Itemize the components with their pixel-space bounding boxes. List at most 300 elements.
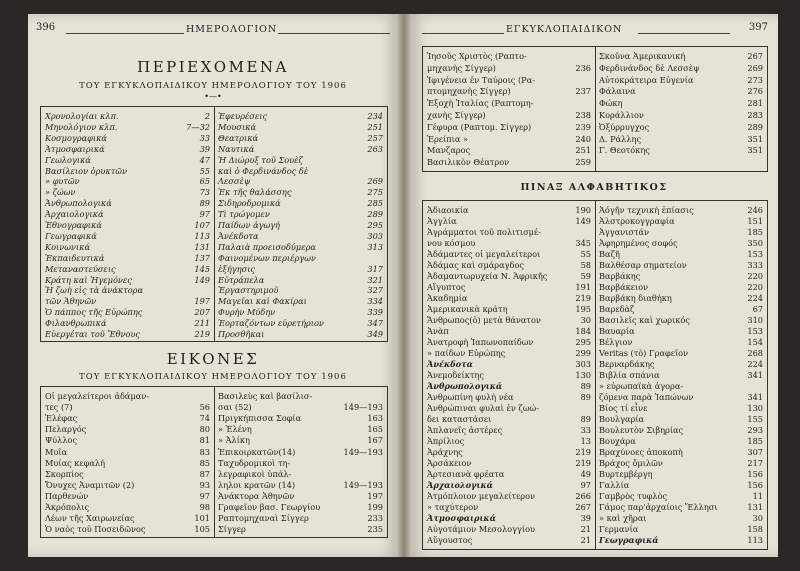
- page-ref: 155: [747, 414, 763, 424]
- table-row: [427, 337, 591, 348]
- page-ref: 97: [580, 480, 591, 490]
- entry-title: Φώκη: [599, 98, 623, 109]
- entry-title: Ἀρχαιολογικά: [45, 209, 104, 220]
- page-ref: 59: [580, 271, 591, 281]
- entry-title: Ἀρχαιολογικά: [427, 480, 493, 490]
- table-row: [45, 491, 210, 502]
- page-ref: 281: [747, 98, 763, 109]
- table-row: [599, 293, 763, 304]
- table-row: [427, 414, 591, 425]
- entry-title: Μηνολόγιον κλπ.: [45, 121, 118, 132]
- table-row: [599, 134, 763, 145]
- page-number: 397: [748, 22, 768, 33]
- table-row: [45, 275, 210, 286]
- entry-title: Κοινωνικά: [45, 241, 90, 252]
- page-ref: 345: [575, 238, 591, 248]
- entry-title: Βερναρδάκης: [599, 359, 655, 369]
- page-ref: 321: [367, 274, 383, 285]
- page-ref: 246: [747, 205, 763, 215]
- table-row: [427, 359, 591, 370]
- page-ref: 317: [367, 263, 383, 274]
- page-ref: 197: [194, 296, 210, 307]
- page-ref: 303: [367, 230, 383, 241]
- table-row: [427, 524, 591, 535]
- entry-title: Παίδων ἀγωγή: [218, 220, 280, 230]
- table-row: [427, 51, 591, 62]
- table-row: [599, 480, 763, 491]
- entry-title: Ἀδαμαντωρυχεία Ν. Ἀφρικῆς: [427, 271, 548, 281]
- table-row: [427, 348, 591, 359]
- table-row: [218, 447, 383, 458]
- page-ref: 131: [747, 502, 763, 512]
- page-ref: 234: [367, 111, 383, 121]
- table-row: [218, 166, 383, 177]
- entry-title: Βυρτεμβέργη: [599, 469, 653, 479]
- page-ref: 80: [199, 424, 210, 435]
- entry-title: Βασίλειον ὀρυκτῶν: [45, 165, 127, 176]
- entry-title: Μουσικά: [218, 121, 256, 132]
- table-row: [45, 458, 210, 469]
- page-ref: 158: [747, 524, 763, 534]
- entry-title: Ἀκαδημία: [427, 293, 468, 303]
- page-ref: 105: [194, 524, 210, 535]
- page-ref: 239: [575, 121, 591, 132]
- table-row: [45, 513, 210, 524]
- entry-title: Μεταναστεύσεις: [45, 263, 116, 274]
- table-row: [218, 264, 383, 275]
- entry-title: Βαρβάκης: [599, 271, 641, 281]
- page-ref: 89: [580, 414, 591, 424]
- table-row: [427, 535, 591, 546]
- entry-title: Αὐγοτάμιον Μεσολογγίου: [427, 524, 535, 534]
- page-ref: 73: [199, 187, 210, 198]
- page-ref: 101: [194, 513, 210, 524]
- entry-title: Ὄνυχες Ἀναμιτῶν (2): [45, 479, 135, 490]
- entry-title: πτομηχανὴς Σίγγερ): [427, 86, 511, 97]
- images-subtitle: ΤΟΥ ΕΓΚΥΚΛΟΠΑΙΔΙΚΟΥ ΗΜΕΡΟΛΟΓΙΟΥ ΤΟΥ 1906: [79, 372, 347, 382]
- entry-title: Σκοῦνα Ἀμερικανική: [599, 51, 686, 61]
- table-row: [45, 166, 210, 177]
- page-ref: 224: [747, 293, 763, 303]
- table-row: [599, 381, 763, 392]
- entry-title: Ἀκρόπολις: [45, 502, 90, 512]
- page-ref: 327: [367, 285, 383, 296]
- table-row: [599, 51, 763, 62]
- entry-title: Ἀδάμαντες οἱ μεγαλείτεροι: [427, 249, 541, 259]
- page-ref: 93: [199, 479, 210, 490]
- entry-title: Βραχύνοες ἀποκοπὴ: [599, 447, 683, 457]
- table-row: [218, 111, 383, 122]
- table-row: [45, 318, 210, 329]
- page-ref: 266: [575, 491, 591, 501]
- page-ref: 240: [575, 133, 591, 144]
- page-ref: 267: [747, 51, 763, 61]
- table-row: [427, 63, 591, 74]
- table-row: [427, 425, 591, 436]
- entry-title: Ἀνθρωπίνη φυλὴ νέα: [427, 392, 514, 402]
- entry-title: τες (7): [45, 402, 73, 413]
- entry-title: Σκορπίος: [45, 468, 84, 479]
- left-page: [28, 14, 398, 557]
- entry-title: Θεατρικά: [218, 132, 259, 143]
- entry-title: Βαρβάκη διαθήκη: [599, 293, 672, 303]
- entry-title: Γ. Θεοτόκης: [599, 145, 650, 156]
- contents-column-1: [41, 107, 214, 341]
- table-row: [45, 424, 210, 435]
- table-row: [218, 502, 383, 513]
- entry-title: Ἀνέκδοτα: [427, 359, 473, 369]
- entry-title: Ἀνατροφὴ Ἰαπωνοπαίδων: [427, 337, 534, 347]
- entry-title: Γέφυρα (Ραπτομ. Σίγγερ): [427, 121, 532, 132]
- entry-title: Ἀλστροκογγραφία: [599, 216, 675, 226]
- table-row: [427, 205, 591, 216]
- page-ref: 67: [752, 304, 763, 314]
- page-ref: 33: [199, 132, 210, 143]
- entry-title: Πριγκήπισσα Σοφία: [218, 413, 302, 424]
- entry-title: Μυίας κεφαλή: [45, 457, 106, 468]
- entry-title: Ἀνθρωπολογικά: [45, 198, 112, 209]
- entry-title: Ἀγγανιστάν: [599, 227, 650, 237]
- page-ref: 310: [747, 315, 763, 325]
- page-ref: 263: [367, 143, 383, 154]
- entry-title: Βέλγιον: [599, 337, 633, 347]
- entry-title: » καὶ χῆραι: [599, 513, 647, 523]
- entry-title: Μυῖα: [45, 446, 68, 457]
- entry-title: Βασιλεῖς καὶ χωρικός: [599, 315, 690, 325]
- header-rule: [422, 33, 504, 34]
- entry-title: » φυτῶν: [45, 176, 80, 187]
- table-row: [218, 187, 383, 198]
- page-ref: 153: [747, 326, 763, 336]
- table-row: [45, 133, 210, 144]
- page-ref: 339: [367, 307, 383, 318]
- entry-title: Ἄνθρωπος(ὁ) μετὰ θάνατον: [427, 315, 541, 325]
- table-row: [218, 318, 383, 329]
- table-row: [218, 231, 383, 242]
- page-ref: 113: [194, 230, 210, 241]
- page-ref: 347: [367, 318, 383, 329]
- page-ref: 55: [580, 249, 591, 259]
- table-row: [427, 469, 591, 480]
- entry-title: Γεωλογικά: [45, 154, 91, 165]
- table-row: [599, 447, 763, 458]
- page-ref: 11: [752, 491, 763, 501]
- entry-title: Φερδινάνδος δὲ Λεσσὲψ: [599, 62, 700, 73]
- entry-title: Ἀνάκτορα Ἀθηνῶν: [218, 490, 295, 501]
- page-ref: 89: [580, 392, 591, 402]
- header-rule: [278, 33, 390, 34]
- table-row: [45, 480, 210, 491]
- table-row: [599, 535, 763, 546]
- entry-title: Σιδηροδρομικά: [218, 198, 281, 209]
- table-row: [218, 155, 383, 166]
- page-ref: 199: [367, 502, 383, 512]
- table-row: [45, 264, 210, 275]
- table-row: [45, 198, 210, 209]
- page-ref: 269: [367, 176, 383, 187]
- table-row: [599, 86, 763, 97]
- page-ref: 219: [575, 458, 591, 468]
- entry-title: Βράχος ὄμιλῶν: [599, 458, 663, 468]
- table-row: [427, 157, 591, 168]
- table-row: [45, 285, 210, 296]
- entry-title: ζόμενα παρὰ Ἰαπώνων: [599, 392, 694, 402]
- entry-title: Βαλθέσαρ σηματείον: [599, 260, 687, 270]
- page-ref: 130: [575, 370, 591, 380]
- entry-title: Προσθῆκαι: [218, 329, 265, 339]
- images-title: ΕΙΚΟΝΕΣ: [166, 350, 260, 368]
- table-row: [427, 110, 591, 121]
- entry-title: Χρονολογίαι κλπ.: [45, 111, 119, 121]
- entry-title: Ἐορταζόντων εὐρετήριον: [218, 318, 324, 329]
- table-row: [218, 144, 383, 155]
- entry-title: ἐξήγησις: [218, 263, 255, 274]
- entry-title: Ἐκπαιδευτικά: [45, 252, 105, 263]
- table-row: [427, 134, 591, 145]
- entry-title: Κοράλλιον: [599, 110, 644, 120]
- table-row: [599, 271, 763, 282]
- entry-title: Βαζῆ: [599, 249, 620, 259]
- table-row: [427, 304, 591, 315]
- page-ref: 21: [580, 535, 591, 545]
- table-row: [599, 216, 763, 227]
- table-row: [599, 315, 763, 326]
- entry-title: Ψύλλος: [45, 435, 78, 446]
- page-ref: 58: [580, 260, 591, 270]
- index-title: ΠΙΝΑΞ ΑΛΦΑΒΗΤΙΚΟΣ: [520, 182, 668, 193]
- table-row: [218, 329, 383, 340]
- table-row: [218, 424, 383, 435]
- table-row: [427, 315, 591, 326]
- entry-title: Ἐργαστηριμοῦ: [218, 285, 279, 296]
- table-row: [599, 282, 763, 293]
- entry-title: » ταχύτερον: [427, 502, 479, 512]
- page-ref: 219: [575, 447, 591, 457]
- entry-title: » ζώων: [45, 187, 76, 198]
- table-row: [218, 209, 383, 220]
- table-row: [45, 242, 210, 253]
- index-column-1: [423, 201, 595, 549]
- table-row: [599, 205, 763, 216]
- images-table: [40, 386, 388, 538]
- page-ref: 185: [747, 436, 763, 446]
- page-ref: 299: [575, 348, 591, 358]
- images-column-1: [41, 387, 214, 537]
- page-ref: 151: [747, 216, 763, 226]
- entry-title: δει καταστάσει: [427, 414, 492, 424]
- page-ref: 130: [747, 403, 763, 413]
- entry-title: Γαλλία: [599, 480, 630, 490]
- page-ref: 237: [575, 86, 591, 97]
- entry-title: Γεωγραφικά: [599, 535, 659, 545]
- page-ref: 56: [199, 402, 210, 413]
- table-row: [45, 253, 210, 264]
- entry-title: » παίδων Εὐρώπης: [427, 348, 506, 358]
- entry-title: Ἐκ τῆς θαλάσσης: [218, 187, 292, 198]
- table-row: [45, 209, 210, 220]
- entry-title: Εὐτράπελα: [218, 274, 265, 285]
- table-row: [427, 145, 591, 156]
- entry-title: » εὐρωπαϊκὰ ἀγορα-: [599, 381, 684, 391]
- page-ref: 220: [747, 271, 763, 281]
- table-row: [218, 296, 383, 307]
- page-ref: 185: [747, 227, 763, 237]
- entry-title: Παρθενών: [45, 490, 89, 501]
- table-row: [218, 513, 383, 524]
- entry-title: χανὴς Σίγγερ): [427, 110, 486, 120]
- table-row: [427, 370, 591, 381]
- entry-title: Αὔγουστος: [427, 535, 473, 545]
- entry-title: Ἀμερικανικὰ κράτη: [427, 304, 508, 314]
- page-ref: 156: [747, 480, 763, 490]
- entry-title: Βασιλεὺς καὶ βασίλισ-: [218, 391, 313, 401]
- page-ref: 83: [199, 446, 210, 457]
- table-row: [218, 469, 383, 480]
- table-row: [599, 238, 763, 249]
- entry-title: Ὁ πάππος τῆς Εὐρώπης: [45, 307, 143, 318]
- table-row: [218, 480, 383, 491]
- entry-title: Γερμανία: [599, 524, 639, 534]
- page-ref: 89: [580, 381, 591, 391]
- table-row: [45, 111, 210, 122]
- table-row: [218, 458, 383, 469]
- entry-title: Βασιλικὸν Θέατρον: [427, 157, 510, 168]
- page-ref: 107: [194, 220, 210, 230]
- table-row: [218, 176, 383, 187]
- table-row: [45, 524, 210, 535]
- page-ref: 97: [199, 209, 210, 220]
- table-row: [427, 86, 591, 97]
- table-row: [45, 144, 210, 155]
- entry-title: Φυρὴν Μύδην: [218, 307, 276, 318]
- page-ref: 351: [747, 145, 763, 156]
- page-ref: 89: [199, 198, 210, 209]
- entry-title: Βουλγαρία: [599, 414, 645, 424]
- images-continued-column-2: [595, 47, 767, 171]
- page-ref: 97: [199, 490, 210, 501]
- entry-title: Ἀδιαοικία: [427, 205, 469, 215]
- entry-title: Βαυαρία: [599, 326, 635, 336]
- entry-title: Μαγεῖαι καὶ Φακίραι: [218, 296, 307, 307]
- entry-title: Ἀνὰπ: [427, 326, 449, 336]
- entry-title: Μανζαρος: [427, 145, 471, 156]
- table-row: [599, 491, 763, 502]
- page-ref: 267: [575, 502, 591, 512]
- table-row: [599, 304, 763, 315]
- entry-title: Ἐφευρέσεις: [218, 111, 268, 121]
- table-row: [427, 458, 591, 469]
- table-row: [427, 293, 591, 304]
- entry-title: τῶν Ἀθηνῶν: [45, 296, 97, 307]
- table-row: [45, 447, 210, 458]
- ornament: •—•: [204, 92, 222, 101]
- table-row: [45, 122, 210, 133]
- entry-title: Ἀτμόπλοιον μεγαλείτερον: [427, 491, 536, 501]
- table-row: [599, 63, 763, 74]
- page-ref: 197: [367, 490, 383, 501]
- page-ref: 55: [199, 165, 210, 176]
- entry-title: Ταχυδρομικοὶ τη-: [218, 457, 291, 468]
- table-row: [599, 260, 763, 271]
- entry-title: Σίγγερ: [218, 524, 246, 535]
- page-ref: 289: [747, 121, 763, 132]
- page-ref: 167: [367, 435, 383, 446]
- table-row: [218, 435, 383, 446]
- page-ref: 74: [199, 413, 210, 424]
- entry-title: Ἰησοῦς Χριστὸς (Ραπτο-: [427, 51, 527, 61]
- page-ref: 236: [575, 62, 591, 73]
- entry-title: σαι (52): [218, 402, 252, 413]
- table-row: [45, 469, 210, 480]
- table-row: [45, 176, 210, 187]
- page-ref: 39: [580, 513, 591, 523]
- table-row: [218, 285, 383, 296]
- entry-title: Αὐτοκράτειρα Εὐγενία: [599, 74, 694, 85]
- contents-title: ΠΕΡΙΕΧΟΜΕΝΑ: [137, 58, 289, 76]
- entry-title: Βουλευτὸν Σιβηρίας: [599, 425, 684, 435]
- table-row: [599, 425, 763, 436]
- page-ref: 195: [575, 304, 591, 314]
- entry-title: Ἀγράμματοι τοῦ πολιτισμέ-: [427, 227, 541, 237]
- images-continued-table: [422, 46, 768, 172]
- entry-title: Γάμος παρ'ἀρχαίοις Ἕλλησι: [599, 502, 718, 512]
- page-ref: 275: [367, 187, 383, 198]
- table-row: [427, 491, 591, 502]
- table-row: [218, 491, 383, 502]
- entry-title: Λεσσὲψ: [218, 176, 251, 187]
- table-row: [427, 216, 591, 227]
- entry-title: Παλαιὰ προεισοδύμερα: [218, 241, 316, 252]
- table-row: [218, 275, 383, 286]
- entry-title: Εὐεργέται τοῦ Ἔθνους: [45, 329, 141, 339]
- page-ref: 184: [575, 326, 591, 336]
- entry-title: Κοσμογραφικά: [45, 132, 107, 143]
- page-ref: 33: [580, 425, 591, 435]
- entry-title: Ἀφηρημένος σοφός: [599, 238, 678, 248]
- table-row: [599, 469, 763, 480]
- index-column-2: [595, 201, 767, 549]
- table-row: [599, 249, 763, 260]
- page-ref: 295: [575, 337, 591, 347]
- page-ref: 190: [575, 205, 591, 215]
- entry-title: Φιλανθρωπικά: [45, 318, 107, 329]
- page-ref: 313: [367, 241, 383, 252]
- page-ref: 30: [752, 513, 763, 523]
- page-ref: 276: [747, 86, 763, 97]
- entry-title: » Ἀλίκη: [218, 435, 250, 446]
- table-row: [599, 403, 763, 414]
- entry-title: Ἡ ζωὴ εἰς τὰ ἀνάκτορα: [45, 285, 144, 296]
- index-table: [422, 200, 768, 550]
- page-ref: 47: [199, 154, 210, 165]
- page-ref: 149: [194, 274, 210, 285]
- page-ref: 219: [194, 329, 210, 339]
- page-ref: 153: [747, 249, 763, 259]
- entry-title: Ἀνεμοδείκτης: [427, 370, 484, 380]
- table-row: [599, 227, 763, 238]
- entry-title: Ἀόγῆν τεχνικὴ ἐπίασις: [599, 205, 694, 215]
- entry-title: Γεωγραφικά: [45, 230, 97, 241]
- page-ref: 149: [575, 216, 591, 226]
- page-ref: 39: [199, 143, 210, 154]
- images-continued-column-1: [423, 47, 595, 171]
- header-rule: [638, 33, 730, 34]
- page-ref: 285: [367, 198, 383, 209]
- page-ref: 259: [575, 157, 591, 168]
- entry-title: μηχανὴς Σίγγερ): [427, 62, 496, 73]
- entry-title: Βιβλία σπάνια: [599, 370, 660, 380]
- table-row: [599, 370, 763, 381]
